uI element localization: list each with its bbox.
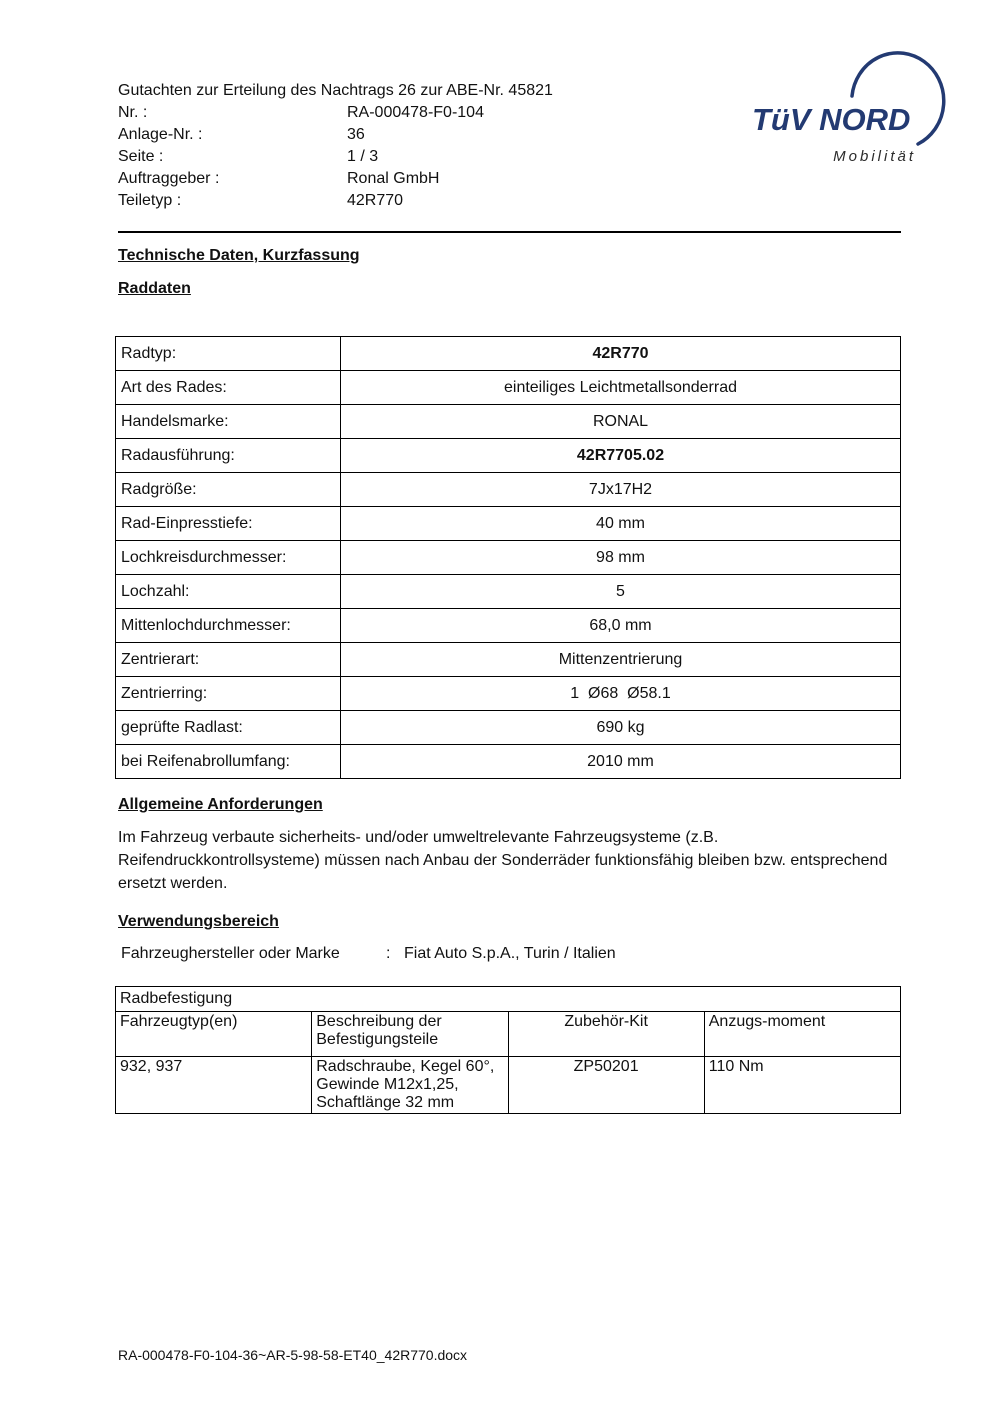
table-row <box>116 405 901 439</box>
table-row <box>116 507 901 541</box>
document-title-line: Gutachten zur Erteilung des Nachtrags 26 zur ABE-Nr. 45821 <box>118 82 553 99</box>
raddaten-label: Lochkreisdurchmesser: <box>116 541 341 575</box>
table-row <box>116 541 901 575</box>
raddaten-value: 2010 mm <box>341 745 901 779</box>
header-field-label: Seite : <box>118 148 164 165</box>
raddaten-value: 1 Ø68 Ø58.1 <box>341 677 901 711</box>
column-header-beschreibung: Beschreibung der Befestigungsteile <box>312 1012 508 1057</box>
fahrzeughersteller-value: Fiat Auto S.p.A., Turin / Italien <box>404 945 616 962</box>
logo-tagline: Mobilität <box>833 148 916 165</box>
radbefestigung-title: Radbefestigung <box>116 987 901 1012</box>
header-field-seite <box>118 146 553 168</box>
table-row <box>116 1057 901 1114</box>
cell-beschreibung: Radschraube, Kegel 60°, Gewinde M12x1,25, Schaftlänge 32 mm <box>312 1057 508 1114</box>
raddaten-table <box>115 336 901 779</box>
heading-raddaten: Raddaten <box>118 280 191 297</box>
raddaten-label: Lochzahl: <box>116 575 341 609</box>
header-field-auftraggeber <box>118 168 553 190</box>
fahrzeughersteller-line <box>121 945 616 963</box>
raddaten-value: 5 <box>341 575 901 609</box>
header-field-nr <box>118 102 553 124</box>
table-row <box>116 473 901 507</box>
header-field-label: Nr. : <box>118 104 148 121</box>
radbefestigung-table <box>115 986 901 1114</box>
raddaten-value: 42R7705.02 <box>341 439 901 473</box>
column-header-anzugsmoment: Anzugs-moment <box>704 1012 900 1057</box>
raddaten-label: Mittenlochdurchmesser: <box>116 609 341 643</box>
cell-zubehoer-kit: ZP50201 <box>508 1057 704 1114</box>
logo-brand-text: TüV NORD <box>752 102 911 137</box>
tuev-nord-logo <box>748 44 948 165</box>
table-row <box>116 575 901 609</box>
header-field-label: Teiletyp : <box>118 192 182 209</box>
cell-fahrzeugtyp: 932, 937 <box>116 1057 312 1114</box>
header-field-value: RA-000478-F0-104 <box>347 104 484 121</box>
table-row <box>116 609 901 643</box>
allgemeine-anforderungen-text: Im Fahrzeug verbaute sicherheits- und/oder umweltrelevante Fahrzeugsysteme (z.B. Reifendruckkontrollsysteme) müssen nach Anbau der Sonderräder funktionsfähig bleiben bzw. entsprechend ersetzt werden. <box>118 829 888 892</box>
table-row <box>116 371 901 405</box>
raddaten-value: 7Jx17H2 <box>341 473 901 507</box>
document-filename-footer: RA-000478-F0-104-36~AR-5-98-58-ET40_42R770.docx <box>118 1347 468 1363</box>
raddaten-label: Radausführung: <box>116 439 341 473</box>
header-field-label: Auftraggeber : <box>118 170 220 187</box>
raddaten-label: Radgröße: <box>116 473 341 507</box>
raddaten-label: Zentrierring: <box>116 677 341 711</box>
raddaten-label: Rad-Einpresstiefe: <box>116 507 341 541</box>
raddaten-value: 690 kg <box>341 711 901 745</box>
table-row <box>116 643 901 677</box>
raddaten-label: bei Reifenabrollumfang: <box>116 745 341 779</box>
header-field-anlage <box>118 124 553 146</box>
table-title-row <box>116 987 901 1012</box>
table-row <box>116 439 901 473</box>
table-row <box>116 337 901 371</box>
raddaten-value: einteiliges Leichtmetallsonderrad <box>341 371 901 405</box>
header-field-value: 1 / 3 <box>347 148 379 165</box>
header-field-value: 36 <box>347 126 365 143</box>
heading-technische-daten: Technische Daten, Kurzfassung <box>118 247 360 264</box>
table-row <box>116 745 901 779</box>
table-row <box>116 711 901 745</box>
raddaten-value: 40 mm <box>341 507 901 541</box>
column-header-fahrzeugtyp: Fahrzeugtyp(en) <box>116 1012 312 1057</box>
column-header-zubehoer-kit: Zubehör-Kit <box>508 1012 704 1057</box>
cell-anzugsmoment: 110 Nm <box>704 1057 900 1114</box>
raddaten-label: Radtyp: <box>116 337 341 371</box>
tuev-nord-logo-graphic <box>748 44 948 156</box>
header-divider <box>118 231 901 233</box>
raddaten-value: 98 mm <box>341 541 901 575</box>
raddaten-value: Mittenzentrierung <box>341 643 901 677</box>
header-field-value: Ronal GmbH <box>347 170 440 187</box>
heading-verwendungsbereich: Verwendungsbereich <box>118 913 279 930</box>
header-field-value: 42R770 <box>347 192 404 209</box>
header-field-teiletyp <box>118 190 553 212</box>
fahrzeughersteller-label: Fahrzeughersteller oder Marke <box>121 945 340 962</box>
raddaten-value: 68,0 mm <box>341 609 901 643</box>
raddaten-value: RONAL <box>341 405 901 439</box>
raddaten-value: 42R770 <box>341 337 901 371</box>
table-header-row <box>116 1012 901 1057</box>
fahrzeughersteller-colon: : <box>386 945 391 962</box>
header-field-label: Anlage-Nr. : <box>118 126 203 143</box>
raddaten-label: Art des Rades: <box>116 371 341 405</box>
raddaten-label: Zentrierart: <box>116 643 341 677</box>
heading-allgemeine-anforderungen: Allgemeine Anforderungen <box>118 796 323 813</box>
raddaten-label: geprüfte Radlast: <box>116 711 341 745</box>
table-row <box>116 677 901 711</box>
document-header <box>118 80 553 212</box>
raddaten-label: Handelsmarke: <box>116 405 341 439</box>
